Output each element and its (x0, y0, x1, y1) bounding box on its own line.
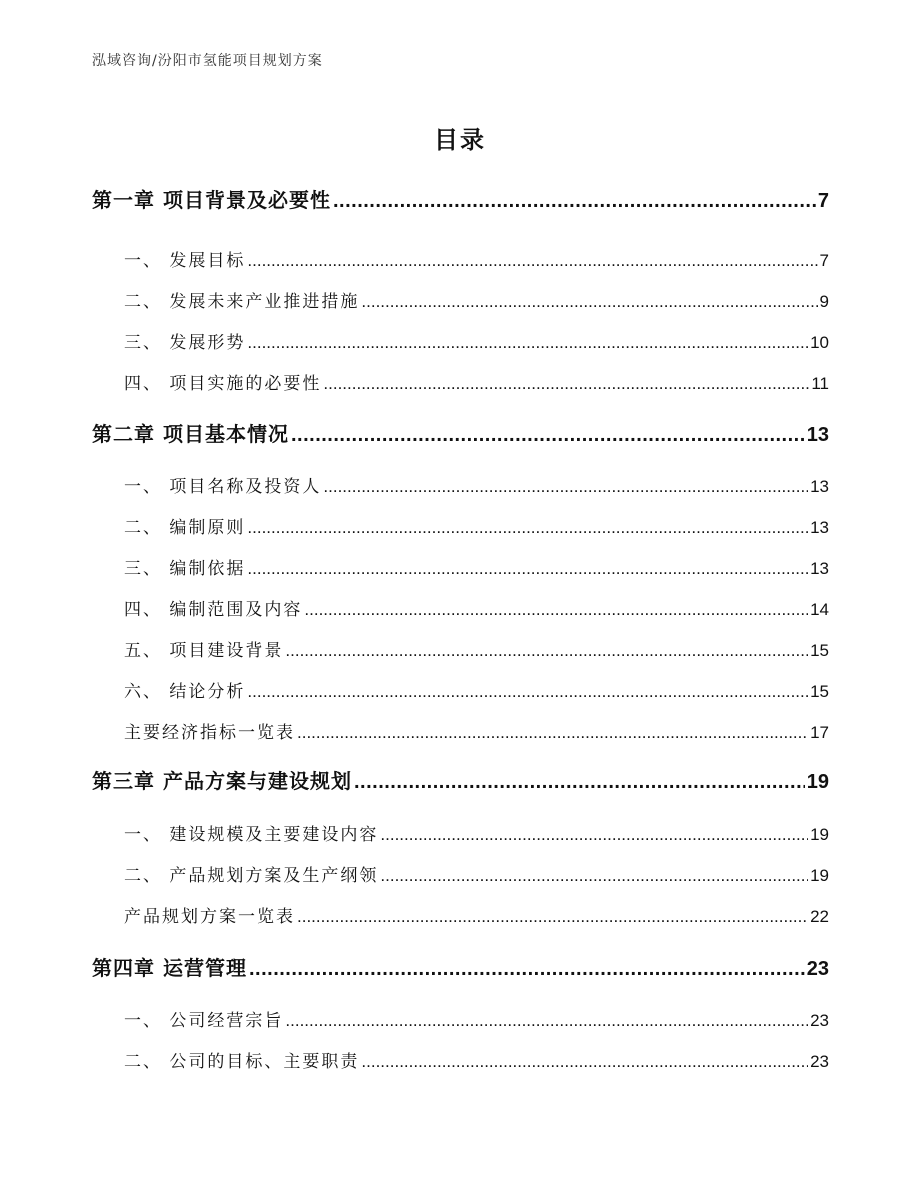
toc-entry-text: 第三章 产品方案与建设规划 (92, 769, 352, 793)
dot-leader (247, 251, 817, 271)
toc-entry-section[interactable] (124, 636, 829, 661)
dot-leader (361, 292, 817, 312)
dot-leader (354, 769, 805, 794)
toc-entry-page: 19 (806, 771, 829, 793)
toc-entry-page: 23 (810, 1052, 829, 1071)
toc-entry-page: 7 (819, 251, 829, 270)
toc-entry-section[interactable] (124, 287, 829, 312)
toc-entry-section[interactable] (124, 513, 829, 538)
toc-entry-page: 23 (810, 1011, 829, 1030)
toc-entry-text: 产品规划方案一览表 (124, 907, 295, 927)
dot-leader (323, 374, 809, 394)
toc-entry-section[interactable] (124, 820, 829, 845)
toc-entry-chapter[interactable] (92, 418, 829, 447)
toc-entry-page: 22 (810, 907, 829, 926)
toc-entry-page: 23 (806, 958, 829, 980)
toc-entry-text: 一、 项目名称及投资人 (124, 477, 322, 497)
toc-entry-section[interactable] (124, 554, 829, 579)
toc-entry-text: 一、 发展目标 (124, 251, 246, 271)
toc-entry-chapter[interactable] (92, 184, 829, 213)
dot-leader (380, 825, 808, 845)
toc-entry-text: 五、 项目建设背景 (124, 641, 284, 661)
dot-leader (285, 641, 808, 661)
dot-leader (297, 723, 808, 743)
toc-entry-section[interactable] (124, 677, 829, 702)
dot-leader (380, 866, 808, 886)
toc-entry-section[interactable] (124, 369, 829, 394)
toc-entry-section[interactable] (124, 1006, 829, 1031)
toc-entry-text: 第四章 运营管理 (92, 956, 247, 980)
toc-entry-section[interactable] (124, 861, 829, 886)
toc-entry-text: 六、 结论分析 (124, 682, 246, 702)
toc-entry-chapter[interactable] (92, 952, 829, 981)
page-header: 泓域咨询/汾阳市氢能项目规划方案 (92, 53, 323, 69)
dot-leader (291, 422, 805, 447)
toc-entry-page: 14 (810, 600, 829, 619)
toc-entry-chapter[interactable] (92, 765, 829, 794)
dot-leader (333, 188, 816, 213)
toc-title: 目录 (434, 126, 486, 154)
toc-entry-section[interactable] (124, 1047, 829, 1072)
dot-leader (247, 682, 808, 702)
toc-entry-text: 二、 产品规划方案及生产纲领 (124, 866, 379, 886)
toc-entry-text: 主要经济指标一览表 (124, 723, 295, 743)
toc-entry-page: 19 (810, 825, 829, 844)
toc-entry-text: 第二章 项目基本情况 (92, 422, 289, 446)
toc-entry-page: 9 (819, 292, 829, 311)
toc-entry-text: 四、 项目实施的必要性 (124, 374, 322, 394)
toc-entry-page: 13 (810, 559, 829, 578)
toc-entry-section[interactable] (124, 328, 829, 353)
toc-entry-text: 三、 发展形势 (124, 333, 246, 353)
toc-entry-text: 二、 发展未来产业推进措施 (124, 292, 360, 312)
dot-leader (247, 333, 808, 353)
dot-leader (247, 518, 808, 538)
toc-entry-text: 一、 建设规模及主要建设内容 (124, 825, 379, 845)
toc-entry-page: 10 (810, 333, 829, 352)
dot-leader (285, 1011, 808, 1031)
toc-entry-page: 13 (810, 477, 829, 496)
toc-entry-page: 17 (810, 723, 829, 742)
toc-entry-page: 15 (810, 641, 829, 660)
dot-leader (247, 559, 808, 579)
toc-entry-section[interactable] (124, 595, 829, 620)
toc-entry-page: 13 (806, 424, 829, 446)
toc-entry-page: 19 (810, 866, 829, 885)
toc-entry-text: 一、 公司经营宗旨 (124, 1011, 284, 1031)
toc-entry-section[interactable] (124, 472, 829, 497)
dot-leader (304, 600, 808, 620)
toc-entry-section[interactable] (124, 246, 829, 271)
toc-entry-page: 15 (810, 682, 829, 701)
toc-entry-page: 7 (817, 190, 829, 212)
dot-leader (249, 956, 805, 981)
toc-entry-page: 13 (810, 518, 829, 537)
toc-entry-text: 二、 编制原则 (124, 518, 246, 538)
toc-entry-section[interactable] (124, 902, 829, 927)
toc-entry-text: 第一章 项目背景及必要性 (92, 188, 331, 212)
toc-entry-text: 二、 公司的目标、主要职责 (124, 1052, 360, 1072)
dot-leader (361, 1052, 808, 1072)
toc-entry-text: 三、 编制依据 (124, 559, 246, 579)
dot-leader (297, 907, 808, 927)
toc-entry-page: 11 (811, 374, 829, 393)
toc-entry-text: 四、 编制范围及内容 (124, 600, 303, 620)
dot-leader (323, 477, 808, 497)
toc-entry-section[interactable] (124, 718, 829, 743)
